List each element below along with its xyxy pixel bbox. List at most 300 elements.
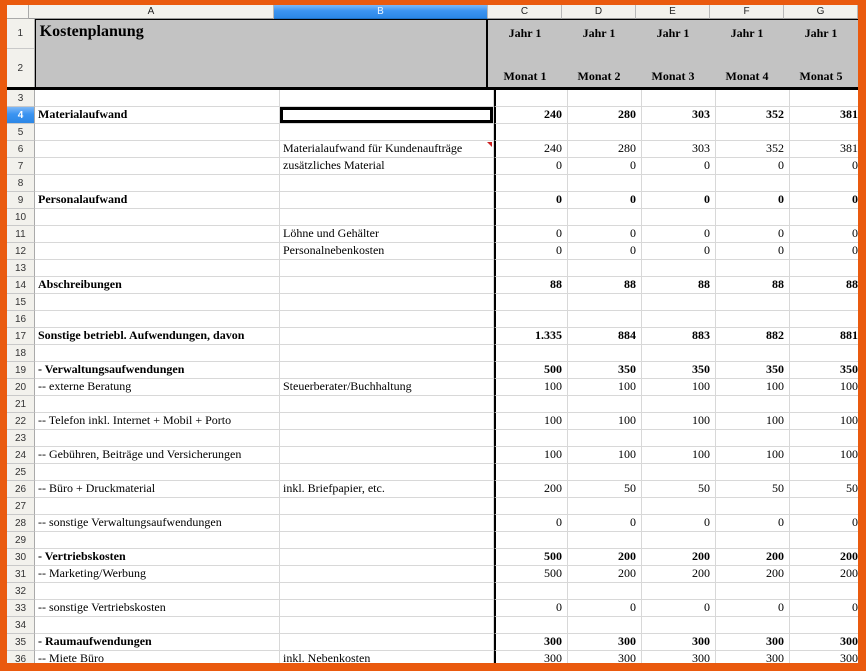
cell-F27[interactable]	[716, 498, 790, 515]
period-header-3[interactable]	[636, 20, 710, 87]
cell-D31[interactable]: 200	[568, 566, 642, 583]
cell-C16[interactable]	[494, 311, 568, 328]
cell-G8[interactable]	[790, 175, 858, 192]
cell-F23[interactable]	[716, 430, 790, 447]
cell-E19[interactable]: 350	[642, 362, 716, 379]
cell-F14[interactable]: 88	[716, 277, 790, 294]
cell-D22[interactable]: 100	[568, 413, 642, 430]
cell-F33[interactable]: 0	[716, 600, 790, 617]
cell-E36[interactable]: 300	[642, 651, 716, 663]
cell-B28[interactable]	[280, 515, 494, 532]
cell-G13[interactable]	[790, 260, 858, 277]
cell-B27[interactable]	[280, 498, 494, 515]
row-header-31[interactable]: 31	[7, 566, 35, 583]
cell-D11[interactable]: 0	[568, 226, 642, 243]
cell-G25[interactable]	[790, 464, 858, 481]
cell-C22[interactable]: 100	[494, 413, 568, 430]
cell-G7[interactable]: 0	[790, 158, 858, 175]
cell-G14[interactable]: 88	[790, 277, 858, 294]
cell-D25[interactable]	[568, 464, 642, 481]
cell-D32[interactable]	[568, 583, 642, 600]
sheet-row-25	[7, 464, 858, 481]
column-header-G[interactable]: G	[784, 5, 858, 19]
cell-C11[interactable]: 0	[494, 226, 568, 243]
cell-D24[interactable]: 100	[568, 447, 642, 464]
cell-B21[interactable]	[280, 396, 494, 413]
cell-B12[interactable]: Personalnebenkosten	[280, 243, 494, 260]
cell-A8[interactable]	[35, 175, 280, 192]
sheet-row-9	[7, 192, 858, 209]
cell-F19[interactable]: 350	[716, 362, 790, 379]
cell-G36[interactable]: 300	[790, 651, 858, 663]
cell-A17[interactable]: Sonstige betriebl. Aufwendungen, davon	[35, 328, 280, 345]
row-header-15[interactable]: 15	[7, 294, 35, 311]
cell-A12[interactable]	[35, 243, 280, 260]
cell-A7[interactable]	[35, 158, 280, 175]
cell-G3[interactable]	[790, 90, 858, 107]
cell-E8[interactable]	[642, 175, 716, 192]
cell-C27[interactable]	[494, 498, 568, 515]
cell-A28[interactable]: -- sonstige Verwaltungsaufwendungen	[35, 515, 280, 532]
cell-A6[interactable]	[35, 141, 280, 158]
cell-B16[interactable]	[280, 311, 494, 328]
row-header-2[interactable]: 2	[17, 62, 24, 74]
sheet-row-10	[7, 209, 858, 226]
cell-B32[interactable]	[280, 583, 494, 600]
cell-D30[interactable]: 200	[568, 549, 642, 566]
sheet-row-12	[7, 243, 858, 260]
row-header-4[interactable]: 4	[7, 107, 35, 124]
sheet-row-5	[7, 124, 858, 141]
cell-F6[interactable]: 352	[716, 141, 790, 158]
cell-B29[interactable]	[280, 532, 494, 549]
cell-F30[interactable]: 200	[716, 549, 790, 566]
sheet-row-17	[7, 328, 858, 345]
cell-A18[interactable]	[35, 345, 280, 362]
cell-F31[interactable]: 200	[716, 566, 790, 583]
cell-B35[interactable]	[280, 634, 494, 651]
cell-D15[interactable]	[568, 294, 642, 311]
cell-D21[interactable]	[568, 396, 642, 413]
row-header-6[interactable]: 6	[7, 141, 35, 158]
cell-G12[interactable]: 0	[790, 243, 858, 260]
cell-A31[interactable]: -- Marketing/Werbung	[35, 566, 280, 583]
cell-B31[interactable]	[280, 566, 494, 583]
cell-D12[interactable]: 0	[568, 243, 642, 260]
row-header-19[interactable]: 19	[7, 362, 35, 379]
cell-G32[interactable]	[790, 583, 858, 600]
cell-F8[interactable]	[716, 175, 790, 192]
month-label: Monat 3	[651, 69, 695, 83]
row-header-26[interactable]: 26	[7, 481, 35, 498]
cell-A26[interactable]: -- Büro + Druckmaterial	[35, 481, 280, 498]
cell-E11[interactable]: 0	[642, 226, 716, 243]
cell-F22[interactable]: 100	[716, 413, 790, 430]
cell-C18[interactable]	[494, 345, 568, 362]
cell-A25[interactable]	[35, 464, 280, 481]
cell-G18[interactable]	[790, 345, 858, 362]
cell-B14[interactable]	[280, 277, 494, 294]
column-header-D[interactable]: D	[562, 5, 636, 19]
cell-F16[interactable]	[716, 311, 790, 328]
row-header-12[interactable]: 12	[7, 243, 35, 260]
row-header-27[interactable]: 27	[7, 498, 35, 515]
cell-F11[interactable]: 0	[716, 226, 790, 243]
cell-E4[interactable]: 303	[642, 107, 716, 124]
cell-E24[interactable]: 100	[642, 447, 716, 464]
cell-G28[interactable]: 0	[790, 515, 858, 532]
cell-D3[interactable]	[568, 90, 642, 107]
cell-F18[interactable]	[716, 345, 790, 362]
row-header-33[interactable]: 33	[7, 600, 35, 617]
cell-D6[interactable]: 280	[568, 141, 642, 158]
column-header-F[interactable]: F	[710, 5, 784, 19]
cell-D28[interactable]: 0	[568, 515, 642, 532]
cell-B20[interactable]: Steuerberater/Buchhaltung	[280, 379, 494, 396]
cell-E30[interactable]: 200	[642, 549, 716, 566]
cell-G24[interactable]: 100	[790, 447, 858, 464]
cell-B24[interactable]	[280, 447, 494, 464]
cell-D29[interactable]	[568, 532, 642, 549]
cell-G23[interactable]	[790, 430, 858, 447]
cell-B9[interactable]	[280, 192, 494, 209]
cell-E3[interactable]	[642, 90, 716, 107]
cell-E22[interactable]: 100	[642, 413, 716, 430]
cell-F10[interactable]	[716, 209, 790, 226]
cell-E34[interactable]	[642, 617, 716, 634]
cell-G34[interactable]	[790, 617, 858, 634]
cell-B3[interactable]	[280, 90, 494, 107]
cell-C15[interactable]	[494, 294, 568, 311]
cell-F26[interactable]: 50	[716, 481, 790, 498]
cell-C19[interactable]: 500	[494, 362, 568, 379]
cell-A33[interactable]: -- sonstige Vertriebskosten	[35, 600, 280, 617]
sheet-row-7	[7, 158, 858, 175]
row-header-1[interactable]: 1	[7, 19, 34, 49]
sheet-row-33	[7, 600, 858, 617]
row-header-36[interactable]: 36	[7, 651, 35, 663]
cell-C7[interactable]: 0	[494, 158, 568, 175]
cell-C23[interactable]	[494, 430, 568, 447]
row-header-11[interactable]: 11	[7, 226, 35, 243]
period-header-4[interactable]	[710, 20, 784, 87]
row-header-18[interactable]: 18	[7, 345, 35, 362]
cell-C25[interactable]	[494, 464, 568, 481]
cell-D7[interactable]: 0	[568, 158, 642, 175]
cell-E9[interactable]: 0	[642, 192, 716, 209]
cell-A15[interactable]	[35, 294, 280, 311]
cell-C21[interactable]	[494, 396, 568, 413]
cell-G21[interactable]	[790, 396, 858, 413]
cell-A11[interactable]	[35, 226, 280, 243]
cell-E13[interactable]	[642, 260, 716, 277]
row-header-23[interactable]: 23	[7, 430, 35, 447]
cell-A22[interactable]: -- Telefon inkl. Internet + Mobil + Porto	[35, 413, 280, 430]
cell-C17[interactable]: 1.335	[494, 328, 568, 345]
row-header-22[interactable]: 22	[7, 413, 35, 430]
row-header-34[interactable]: 34	[7, 617, 35, 634]
column-header-E[interactable]: E	[636, 5, 710, 19]
cell-B26[interactable]: inkl. Briefpapier, etc.	[280, 481, 494, 498]
cell-E14[interactable]: 88	[642, 277, 716, 294]
cell-D16[interactable]	[568, 311, 642, 328]
cell-G9[interactable]: 0	[790, 192, 858, 209]
cell-C4[interactable]: 240	[494, 107, 568, 124]
cell-E16[interactable]	[642, 311, 716, 328]
cell-G26[interactable]: 50	[790, 481, 858, 498]
cell-A14[interactable]: Abschreibungen	[35, 277, 280, 294]
cell-F25[interactable]	[716, 464, 790, 481]
cell-C5[interactable]	[494, 124, 568, 141]
cell-A35[interactable]: - Raumaufwendungen	[35, 634, 280, 651]
cell-C32[interactable]	[494, 583, 568, 600]
row-header-5[interactable]: 5	[7, 124, 35, 141]
cell-G31[interactable]: 200	[790, 566, 858, 583]
row-header-28[interactable]: 28	[7, 515, 35, 532]
cell-E28[interactable]: 0	[642, 515, 716, 532]
cell-B30[interactable]	[280, 549, 494, 566]
cell-C30[interactable]: 500	[494, 549, 568, 566]
cell-B6[interactable]: Materialaufwand für Kundenaufträge	[280, 141, 494, 158]
cell-D17[interactable]: 884	[568, 328, 642, 345]
cell-B18[interactable]	[280, 345, 494, 362]
cell-D35[interactable]: 300	[568, 634, 642, 651]
cell-G35[interactable]: 300	[790, 634, 858, 651]
cell-A4[interactable]: Materialaufwand	[35, 107, 280, 124]
row-header-29[interactable]: 29	[7, 532, 35, 549]
select-all-corner[interactable]	[7, 5, 29, 19]
cell-B22[interactable]	[280, 413, 494, 430]
cell-D34[interactable]	[568, 617, 642, 634]
row-header-32[interactable]: 32	[7, 583, 35, 600]
cell-F17[interactable]: 882	[716, 328, 790, 345]
cell-C33[interactable]: 0	[494, 600, 568, 617]
cell-C35[interactable]: 300	[494, 634, 568, 651]
cell-D9[interactable]: 0	[568, 192, 642, 209]
cell-B17[interactable]	[280, 328, 494, 345]
cell-D23[interactable]	[568, 430, 642, 447]
cell-A19[interactable]: - Verwaltungsaufwendungen	[35, 362, 280, 379]
cell-D8[interactable]	[568, 175, 642, 192]
cell-D4[interactable]: 280	[568, 107, 642, 124]
cell-D27[interactable]	[568, 498, 642, 515]
cell-C12[interactable]: 0	[494, 243, 568, 260]
cell-C3[interactable]	[494, 90, 568, 107]
cell-E12[interactable]: 0	[642, 243, 716, 260]
cell-A3[interactable]	[35, 90, 280, 107]
cell-G4[interactable]: 381	[790, 107, 858, 124]
cell-A21[interactable]	[35, 396, 280, 413]
cell-G30[interactable]: 200	[790, 549, 858, 566]
cell-A32[interactable]	[35, 583, 280, 600]
cell-B34[interactable]	[280, 617, 494, 634]
cell-B13[interactable]	[280, 260, 494, 277]
row-header-17[interactable]: 17	[7, 328, 35, 345]
cell-C20[interactable]: 100	[494, 379, 568, 396]
period-header-2[interactable]	[562, 20, 636, 87]
row-header-20[interactable]: 20	[7, 379, 35, 396]
cell-D33[interactable]: 0	[568, 600, 642, 617]
cell-G5[interactable]	[790, 124, 858, 141]
cell-F36[interactable]: 300	[716, 651, 790, 663]
cell-C9[interactable]: 0	[494, 192, 568, 209]
cell-B23[interactable]	[280, 430, 494, 447]
cell-F5[interactable]	[716, 124, 790, 141]
cell-E5[interactable]	[642, 124, 716, 141]
cell-D18[interactable]	[568, 345, 642, 362]
cell-G19[interactable]: 350	[790, 362, 858, 379]
cell-F15[interactable]	[716, 294, 790, 311]
month-label: Monat 4	[725, 69, 769, 83]
cell-B7[interactable]: zusätzliches Material	[280, 158, 494, 175]
sheet-row-23	[7, 430, 858, 447]
cell-B33[interactable]	[280, 600, 494, 617]
cell-B25[interactable]	[280, 464, 494, 481]
period-header-1[interactable]	[488, 20, 562, 87]
cell-A13[interactable]	[35, 260, 280, 277]
cell-G6[interactable]: 381	[790, 141, 858, 158]
cell-B11[interactable]: Löhne und Gehälter	[280, 226, 494, 243]
cell-A20[interactable]: -- externe Beratung	[35, 379, 280, 396]
cell-C34[interactable]	[494, 617, 568, 634]
cell-F13[interactable]	[716, 260, 790, 277]
cell-E23[interactable]	[642, 430, 716, 447]
cell-E27[interactable]	[642, 498, 716, 515]
row-header-3[interactable]: 3	[7, 90, 35, 107]
cell-B36[interactable]: inkl. Nebenkosten	[280, 651, 494, 663]
cell-D13[interactable]	[568, 260, 642, 277]
cell-C26[interactable]: 200	[494, 481, 568, 498]
cell-E31[interactable]: 200	[642, 566, 716, 583]
cell-D20[interactable]: 100	[568, 379, 642, 396]
cell-D19[interactable]: 350	[568, 362, 642, 379]
cell-F4[interactable]: 352	[716, 107, 790, 124]
row-header-24[interactable]: 24	[7, 447, 35, 464]
cell-G27[interactable]	[790, 498, 858, 515]
cell-C13[interactable]	[494, 260, 568, 277]
cell-F7[interactable]: 0	[716, 158, 790, 175]
cell-B15[interactable]	[280, 294, 494, 311]
cell-F35[interactable]: 300	[716, 634, 790, 651]
cell-F28[interactable]: 0	[716, 515, 790, 532]
cell-E7[interactable]: 0	[642, 158, 716, 175]
cell-G15[interactable]	[790, 294, 858, 311]
cell-D26[interactable]: 50	[568, 481, 642, 498]
cell-G33[interactable]: 0	[790, 600, 858, 617]
cell-F34[interactable]	[716, 617, 790, 634]
row-header-30[interactable]: 30	[7, 549, 35, 566]
cell-C28[interactable]: 0	[494, 515, 568, 532]
row-header-14[interactable]: 14	[7, 277, 35, 294]
cell-D36[interactable]: 300	[568, 651, 642, 663]
cell-F9[interactable]: 0	[716, 192, 790, 209]
cell-C8[interactable]	[494, 175, 568, 192]
cell-F12[interactable]: 0	[716, 243, 790, 260]
row-header-25[interactable]: 25	[7, 464, 35, 481]
cell-A27[interactable]	[35, 498, 280, 515]
cell-E20[interactable]: 100	[642, 379, 716, 396]
cell-E26[interactable]: 50	[642, 481, 716, 498]
cell-G29[interactable]	[790, 532, 858, 549]
cell-E25[interactable]	[642, 464, 716, 481]
row-header-35[interactable]: 35	[7, 634, 35, 651]
cell-C14[interactable]: 88	[494, 277, 568, 294]
cell-F21[interactable]	[716, 396, 790, 413]
cell-C24[interactable]: 100	[494, 447, 568, 464]
row-header-9[interactable]: 9	[7, 192, 35, 209]
cell-title[interactable]: Kostenplanung	[35, 19, 488, 87]
cell-E17[interactable]: 883	[642, 328, 716, 345]
cell-E29[interactable]	[642, 532, 716, 549]
cell-A23[interactable]	[35, 430, 280, 447]
cell-A34[interactable]	[35, 617, 280, 634]
cell-D14[interactable]: 88	[568, 277, 642, 294]
cell-D5[interactable]	[568, 124, 642, 141]
cell-E35[interactable]: 300	[642, 634, 716, 651]
cell-G20[interactable]: 100	[790, 379, 858, 396]
column-header-B[interactable]: B	[274, 5, 488, 19]
cell-E21[interactable]	[642, 396, 716, 413]
cell-E10[interactable]	[642, 209, 716, 226]
cell-C36[interactable]: 300	[494, 651, 568, 663]
cell-E33[interactable]: 0	[642, 600, 716, 617]
period-header-5[interactable]	[784, 20, 858, 87]
cell-A29[interactable]	[35, 532, 280, 549]
cell-D10[interactable]	[568, 209, 642, 226]
cell-A36[interactable]: -- Miete Büro	[35, 651, 280, 663]
column-header-A[interactable]: A	[29, 5, 274, 19]
cell-B8[interactable]	[280, 175, 494, 192]
row-header-16[interactable]: 16	[7, 311, 35, 328]
row-header-7[interactable]: 7	[7, 158, 35, 175]
row-header-21[interactable]: 21	[7, 396, 35, 413]
cell-B4[interactable]	[280, 107, 494, 124]
cell-G17[interactable]: 881	[790, 328, 858, 345]
row-header-8[interactable]: 8	[7, 175, 35, 192]
cell-A10[interactable]	[35, 209, 280, 226]
cell-A5[interactable]	[35, 124, 280, 141]
cell-G22[interactable]: 100	[790, 413, 858, 430]
row-header-13[interactable]: 13	[7, 260, 35, 277]
cell-E15[interactable]	[642, 294, 716, 311]
cell-G11[interactable]: 0	[790, 226, 858, 243]
cell-B19[interactable]	[280, 362, 494, 379]
cell-E18[interactable]	[642, 345, 716, 362]
cell-E32[interactable]	[642, 583, 716, 600]
cell-F24[interactable]: 100	[716, 447, 790, 464]
column-header-C[interactable]: C	[488, 5, 562, 19]
cell-C29[interactable]	[494, 532, 568, 549]
cell-F32[interactable]	[716, 583, 790, 600]
cell-F29[interactable]	[716, 532, 790, 549]
row-header-10[interactable]: 10	[7, 209, 35, 226]
cell-A30[interactable]: - Vertriebskosten	[35, 549, 280, 566]
cell-F20[interactable]: 100	[716, 379, 790, 396]
cell-B10[interactable]	[280, 209, 494, 226]
year-label: Jahr 1	[656, 26, 690, 40]
cell-E6[interactable]: 303	[642, 141, 716, 158]
cell-G16[interactable]	[790, 311, 858, 328]
cell-A24[interactable]: -- Gebühren, Beiträge und Versicherungen	[35, 447, 280, 464]
cell-C10[interactable]	[494, 209, 568, 226]
cell-B5[interactable]	[280, 124, 494, 141]
cell-A16[interactable]	[35, 311, 280, 328]
cell-C31[interactable]: 500	[494, 566, 568, 583]
cell-C6[interactable]: 240	[494, 141, 568, 158]
cell-G10[interactable]	[790, 209, 858, 226]
cell-F3[interactable]	[716, 90, 790, 107]
cell-A9[interactable]: Personalaufwand	[35, 192, 280, 209]
